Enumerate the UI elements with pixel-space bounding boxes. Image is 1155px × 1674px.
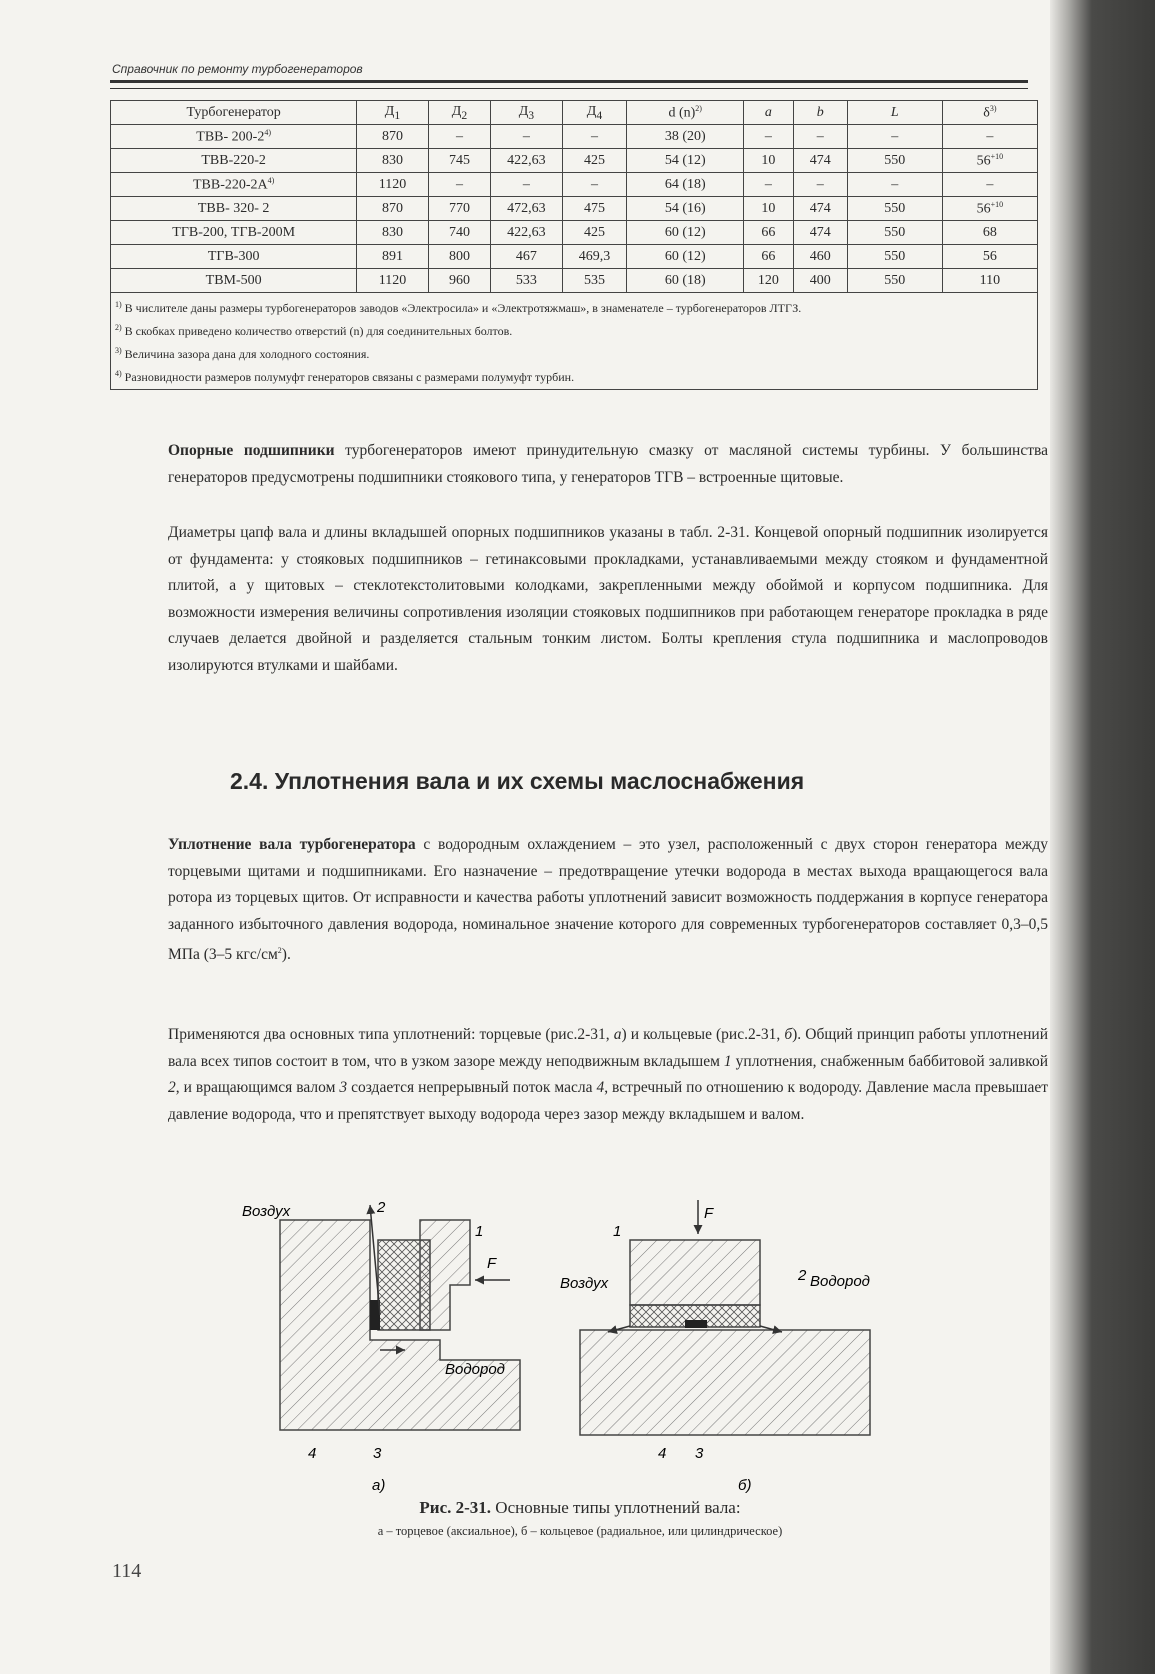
table-cell: – [562,173,627,197]
col-header: $\delta^{3)}$ [942,101,1037,125]
table-cell: 422,63 [491,149,562,173]
footnote: $^{4)}$ Разновидности размеров полумуфт генераторов связаны с размерами полумуфт турбин. [115,369,575,384]
col-header: $Д_4$ [562,101,627,125]
table-cell: 110 [942,269,1037,293]
generator-name-cell: ТВВ-220-2 [111,149,357,173]
table-cell: 870 [357,125,428,149]
table-cell: 425 [562,149,627,173]
label-num-4-left: 4 [308,1445,317,1462]
radial-seal-drawing [580,1200,870,1435]
col-header: a [744,101,794,125]
table-cell: – [847,125,942,149]
label-num-1-left: 1 [475,1223,484,1240]
shaft-body-right [580,1330,870,1435]
label-air-left: Воздух [242,1203,291,1220]
table-cell: 68 [942,221,1037,245]
table-cell: 425 [562,221,627,245]
table-cell: 66 [744,221,794,245]
table-cell: $56^{+10}$ [942,149,1037,173]
table-cell: 474 [793,221,847,245]
table-cell: – [793,173,847,197]
table-cell: 550 [847,269,942,293]
table-cell: 400 [793,269,847,293]
table-cell: – [942,173,1037,197]
label-num-2-right: 2 [798,1267,807,1284]
table-cell: 535 [562,269,627,293]
table-cell: – [491,173,562,197]
table-cell: 960 [428,269,491,293]
table-cell: 64 (18) [627,173,744,197]
table-header-row [111,101,1038,125]
table-cell: 54 (12) [627,149,744,173]
table-cell: 467 [491,245,562,269]
babbitt-insert-left [378,1240,430,1330]
table-cell: 56 [942,245,1037,269]
running-head: Справочник по ремонту турбогенераторов [112,62,363,76]
label-sub-a: а) [372,1477,386,1494]
table-cell: 800 [428,245,491,269]
table-cell: 60 (12) [627,245,744,269]
label-num-3-right: 3 [695,1445,704,1462]
col-header: Турбогенератор [111,101,357,125]
table-cell: 469,3 [562,245,627,269]
table-row [111,197,1038,221]
table-cell: 474 [793,149,847,173]
label-air-right: Воздух [560,1275,609,1292]
paragraph-seal-types: Применяются два основных типа уплотнений: торцевые (рис.2-31, а) и кольцевые (рис.2-31, б). Общий принцип работы уплотнений вала всех типов состоит в том, что в узком зазоре между неподвижным вкладышем 1 уплотнения, снабженным баббитовой заливкой 2, и вращающимся валом 3 создается непрерывный поток масла 4, встречный по отношению к водороду. Давление масла превышает давление водорода, что и препятствует выходу водорода через зазор между вкладышем и валом. [168,1026,1048,1123]
table-cell: 533 [491,269,562,293]
footnote: $^{3)}$ Величина зазора дана для холодного состояния. [115,346,370,361]
table-cell: 475 [562,197,627,221]
table-cell: – [428,125,491,149]
label-num-4-right: 4 [658,1445,667,1462]
table-cell: 770 [428,197,491,221]
generator-name-cell: ТВВ-$220-2А^{4)}$ [111,173,357,197]
label-num-1-right: 1 [613,1223,622,1240]
table-cell: – [744,173,794,197]
table-cell: 745 [428,149,491,173]
oil-flow-right [685,1320,707,1328]
table-row [111,269,1038,293]
table-cell: 120 [744,269,794,293]
table-cell: – [744,125,794,149]
scan-shadow-edge [1050,0,1155,1674]
dimensions-table [110,100,1038,390]
figure-caption: Рис. 2-31. Основные типы уплотнений вала: [419,1498,741,1517]
table-cell: 422,63 [491,221,562,245]
table-cell: – [491,125,562,149]
paragraph-bearings: Опорные подшипники турбогенераторов имеют принудительную смазку от масляной системы турбины. У большинства генераторов предусмотрены подшипники стоякового типа, у генераторов ТГВ – встроенные щитовые. [168,442,1048,486]
table-cell: 60 (12) [627,221,744,245]
table-row [111,221,1038,245]
col-header: d $(n)^{2)}$ [627,101,744,125]
table-cell: 550 [847,149,942,173]
label-sub-b: б) [738,1477,752,1494]
label-force-left: F [487,1255,497,1272]
generator-name-cell: ТВВ- 200-2$^{4)}$ [111,125,357,149]
col-header: $Д_3$ [491,101,562,125]
table-cell: 1120 [357,173,428,197]
table-cell: 54 (16) [627,197,744,221]
table-cell: 472,63 [491,197,562,221]
col-header: $Д_2$ [428,101,491,125]
table-cell: 60 (18) [627,269,744,293]
col-header: $Д_1$ [357,101,428,125]
table-cell: – [847,173,942,197]
col-header: b [793,101,847,125]
table-cell: 550 [847,221,942,245]
table-cell: 550 [847,245,942,269]
table-row [111,245,1038,269]
table-cell: – [428,173,491,197]
generator-name-cell: ТГВ-200, ТГВ-200М [111,221,357,245]
page-number: 114 [112,1560,142,1582]
table-cell: 1120 [357,269,428,293]
footnotes-row [111,293,1038,390]
table-cell: 830 [357,221,428,245]
section-title: 2.4. Уплотнения вала и их схемы маслоснабжения [230,768,805,794]
table-cell: – [793,125,847,149]
footnote: $^{2)}$ В скобках приведено количество отверстий (n) для соединительных болтов. [115,323,513,338]
table-cell: 891 [357,245,428,269]
generator-name-cell: ТВВ- 320- 2 [111,197,357,221]
table-row [111,149,1038,173]
paragraph-shaft-seal: Уплотнение вала турбогенератора с водородным охлаждением – это узел, расположенный с двух сторон генератора между торцевыми щитами и подшипниками. Его назначение – предотвращение утечки водорода в местах выхода вращающегося вала ротора из торцевых щитов. От исправности и качества работы уплотнений зависит возможность поддержания в корпусе генератора заданного избыточного давления водорода, номинальное значение которого для современных турбогенераторов составляет 0,3–0,5 МПа (3–5 кгс/$см^2$). [168,836,1048,964]
label-num-2-left: 2 [377,1200,386,1216]
table-cell: – [942,125,1037,149]
table-cell: 830 [357,149,428,173]
table-cell: – [562,125,627,149]
footnote: $^{1)}$ В числителе даны размеры турбогенераторов заводов «Электросила» и «Электротяжмаш», в знаменателе – турбогенераторов ЛТГЗ. [115,300,802,315]
table-footnotes [111,293,1038,390]
generator-name-cell: ТВМ-500 [111,269,357,293]
label-hydrogen-right: Водород [810,1273,870,1290]
seal-diagram [230,1200,930,1500]
table-cell: 38 (20) [627,125,744,149]
table-cell: $56^{+10}$ [942,197,1037,221]
table-cell: 474 [793,197,847,221]
table-cell: 10 [744,149,794,173]
table-cell: 10 [744,197,794,221]
axial-seal-drawing [280,1205,520,1430]
seal-liner-right [630,1240,760,1305]
table-row [111,125,1038,149]
table-row [111,173,1038,197]
table-cell: 740 [428,221,491,245]
table-cell: 66 [744,245,794,269]
header-rule [110,80,1028,89]
label-force-right: F [704,1205,714,1222]
table-cell: 460 [793,245,847,269]
table-cell: 550 [847,197,942,221]
figure-subcaption: а – торцевое (аксиальное), б – кольцевое (радиальное, или цилиндрическое) [377,1524,783,1538]
paragraph-journals: Диаметры цапф вала и длины вкладышей опорных подшипников указаны в табл. 2-31. Концевой опорный подшипник изолируется от фундамента: у стояковых подшипников – гетинаксовыми прокладками, устанавливаемыми между стояком и фундаментной плитой, а у щитовых – стеклотекстолитовыми колодками, закрепленными между обоймой и корпусом подшипника. Для возможности измерения величины сопротивления изоляции стояковых подшипников при работающем генераторе прокладка в ряде случаев делается двойной и разделяется стальным тонким листом. Болты крепления стула подшипника и маслопроводов изолируются втулками и шайбами. [168,524,1048,674]
label-num-3-left: 3 [373,1445,382,1462]
table-cell: 870 [357,197,428,221]
col-header: L [847,101,942,125]
generator-name-cell: ТГВ-300 [111,245,357,269]
label-hydrogen-left: Водород [445,1361,505,1378]
